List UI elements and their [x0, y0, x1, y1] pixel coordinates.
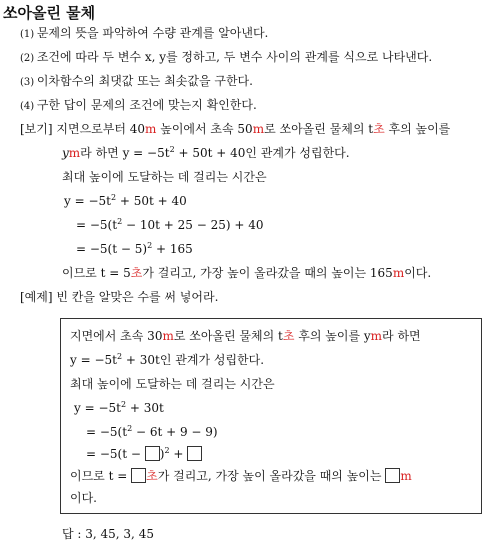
- text: 이므로 t =: [70, 469, 128, 483]
- example-eq-1: [64, 193, 187, 209]
- unit-m: m: [400, 469, 412, 483]
- example-line-1: [20, 121, 450, 137]
- text: 로 쏘아올린 물체의 t: [173, 329, 283, 343]
- blank-box-1[interactable]: [145, 446, 160, 461]
- text: 지면으로부터 40: [56, 122, 146, 136]
- blank-box-2[interactable]: [187, 446, 202, 461]
- text: 후의 높이를 y: [294, 329, 371, 343]
- text: y: [62, 146, 69, 160]
- text: 지면에서 초속 30: [70, 329, 163, 343]
- example-tag: [보기]: [20, 122, 53, 136]
- text: 로 쏘아올린 물체의 t: [264, 122, 374, 136]
- exercise-instruction: 빈 칸을 알맞은 수를 써 넣어라.: [56, 290, 219, 304]
- unit-seconds: 초: [373, 122, 385, 136]
- step-2: [20, 49, 432, 67]
- exercise-line-1: [70, 328, 421, 344]
- text: + 50t + 40: [116, 194, 187, 208]
- text: y = −5t: [70, 353, 117, 367]
- text: = −5(t −: [86, 447, 141, 461]
- exercise-eq-3: [86, 446, 202, 462]
- exercise-header: [20, 289, 218, 305]
- exercise-line-3: 최대 높이에 도달하는 데 걸리는 시간은: [70, 377, 275, 391]
- unit-m: m: [370, 329, 383, 343]
- text: = −5(t: [76, 218, 118, 232]
- blank-box-3[interactable]: [131, 468, 146, 483]
- exercise-tag: [예제]: [20, 290, 53, 304]
- example-line-3: 최대 높이에 도달하는 데 걸리는 시간은: [62, 170, 267, 184]
- unit-seconds: 초: [130, 266, 143, 280]
- example-conclusion: [62, 265, 431, 281]
- text: +: [169, 447, 184, 461]
- text: y = −5t: [64, 194, 111, 208]
- text: + 30t: [126, 401, 164, 415]
- text: 가 걸리고, 가장 높이 올라갔을 때의 높이는 165: [142, 266, 393, 280]
- blank-box-4[interactable]: [385, 468, 400, 483]
- step-number: (3): [20, 77, 35, 88]
- text: + 165: [152, 242, 193, 256]
- step-text: 문제의 뜻을 파악하여 수량 관계를 알아낸다.: [36, 26, 269, 40]
- text: = −5(t − 5): [76, 242, 148, 256]
- exponent: 2: [110, 193, 117, 202]
- exponent: 2: [117, 217, 123, 226]
- example-line-2: [62, 145, 350, 161]
- step-number: (2): [20, 53, 35, 64]
- text: 이다.: [404, 266, 432, 280]
- step-text: 이차함수의 최댓값 또는 최솟값을 구한다.: [36, 74, 253, 88]
- text: − 10t + 25 − 25) + 40: [122, 218, 264, 232]
- text: + 30t인 관계가 성립한다.: [122, 353, 265, 367]
- example-eq-3: [76, 241, 193, 257]
- exponent: 2: [116, 352, 123, 361]
- text: ): [159, 447, 165, 461]
- text: 높이에서 초속 50: [156, 122, 253, 136]
- exercise-conclusion: [70, 468, 412, 484]
- example-eq-2: [76, 217, 263, 233]
- text: = −5(t: [86, 425, 128, 439]
- exponent: 2: [120, 400, 127, 409]
- exercise-eq-2: [86, 424, 218, 440]
- exponent: 2: [169, 145, 175, 154]
- step-4: [20, 97, 257, 115]
- step-number: (1): [20, 29, 35, 40]
- exercise-eq-1: [74, 400, 164, 416]
- unit-seconds: 초: [282, 329, 295, 343]
- exercise-line-2: [70, 352, 264, 368]
- page-title: 쏘아올린 물체: [3, 4, 96, 22]
- unit-seconds: 초: [146, 469, 158, 483]
- exponent: 2: [164, 446, 170, 455]
- unit-m: m: [162, 329, 174, 343]
- step-text: 조건에 따라 두 변수 x, y를 정하고, 두 변수 사이의 관계를 식으로 나타낸다.: [36, 50, 433, 64]
- unit-m: m: [252, 122, 265, 136]
- text: 라 하면 y = −5t: [80, 146, 170, 160]
- text: − 6t + 9 − 9): [132, 425, 218, 439]
- exponent: 2: [147, 241, 153, 250]
- text: 이므로 t = 5: [62, 266, 131, 280]
- text: 라 하면: [382, 329, 421, 343]
- text: 가 걸리고, 가장 높이 올라갔을 때의 높이는: [157, 469, 382, 483]
- step-text: 구한 답이 문제의 조건에 맞는지 확인한다.: [36, 98, 257, 112]
- unit-m: m: [68, 146, 81, 160]
- answer-text: 답 : 3, 45, 3, 45: [62, 527, 154, 541]
- unit-m: m: [392, 266, 405, 280]
- text: + 50t + 40인 관계가 성립한다.: [174, 146, 350, 160]
- unit-m: m: [145, 122, 157, 136]
- step-3: [20, 73, 253, 91]
- exercise-box: [60, 318, 482, 514]
- exercise-last-line: 이다.: [70, 491, 97, 505]
- exponent: 2: [127, 424, 133, 433]
- step-1: [20, 25, 268, 43]
- text: 후의 높이를: [384, 122, 451, 136]
- step-number: (4): [20, 101, 35, 112]
- text: y = −5t: [74, 401, 121, 415]
